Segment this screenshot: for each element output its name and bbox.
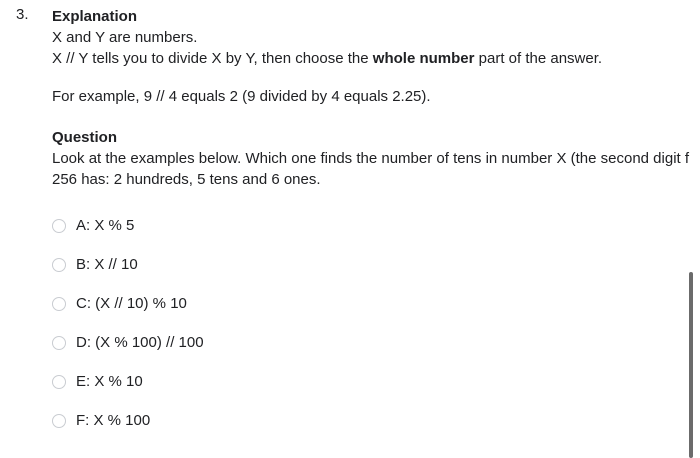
explanation-bold-term: whole number <box>372 50 475 67</box>
question-number: 3. <box>16 6 29 23</box>
question-text-line-1: Look at the examples below. Which one finds the number of tens in number X (the second digit f <box>52 150 690 167</box>
option-c[interactable] <box>52 294 204 314</box>
example-text: For example, 9 // 4 equals 2 (9 divided by 4 equals 2.25). <box>52 88 431 105</box>
radio-button-icon[interactable] <box>52 297 66 311</box>
option-a[interactable] <box>52 216 204 236</box>
question-heading: Question <box>52 129 118 146</box>
explanation-line-2 <box>52 48 700 69</box>
explanation-line-2-start: X // Y tells you to divide X by Y, then choose the <box>52 50 373 67</box>
option-e[interactable] <box>52 372 204 392</box>
radio-button-icon[interactable] <box>52 414 66 428</box>
radio-button-icon[interactable] <box>52 336 66 350</box>
radio-button-icon[interactable] <box>52 258 66 272</box>
vertical-scrollbar[interactable] <box>689 272 693 458</box>
option-b[interactable] <box>52 255 204 275</box>
option-label: B: X // 10 <box>76 256 138 273</box>
option-label: C: (X // 10) % 10 <box>76 295 187 312</box>
option-label: D: (X % 100) // 100 <box>76 334 204 351</box>
option-label: E: X % 10 <box>76 373 143 390</box>
explanation-heading: Explanation <box>52 8 138 25</box>
radio-button-icon[interactable] <box>52 375 66 389</box>
radio-button-icon[interactable] <box>52 219 66 233</box>
option-label: F: X % 100 <box>76 412 151 429</box>
explanation-line-2-end: part of the answer. <box>474 50 603 67</box>
explanation-line-1: X and Y are numbers. <box>52 29 198 46</box>
option-d[interactable] <box>52 333 204 353</box>
question-content <box>52 6 700 190</box>
option-f[interactable] <box>52 411 204 431</box>
question-text-line-2: 256 has: 2 hundreds, 5 tens and 6 ones. <box>52 171 321 188</box>
option-label: A: X % 5 <box>76 217 135 234</box>
answer-options <box>52 216 204 450</box>
